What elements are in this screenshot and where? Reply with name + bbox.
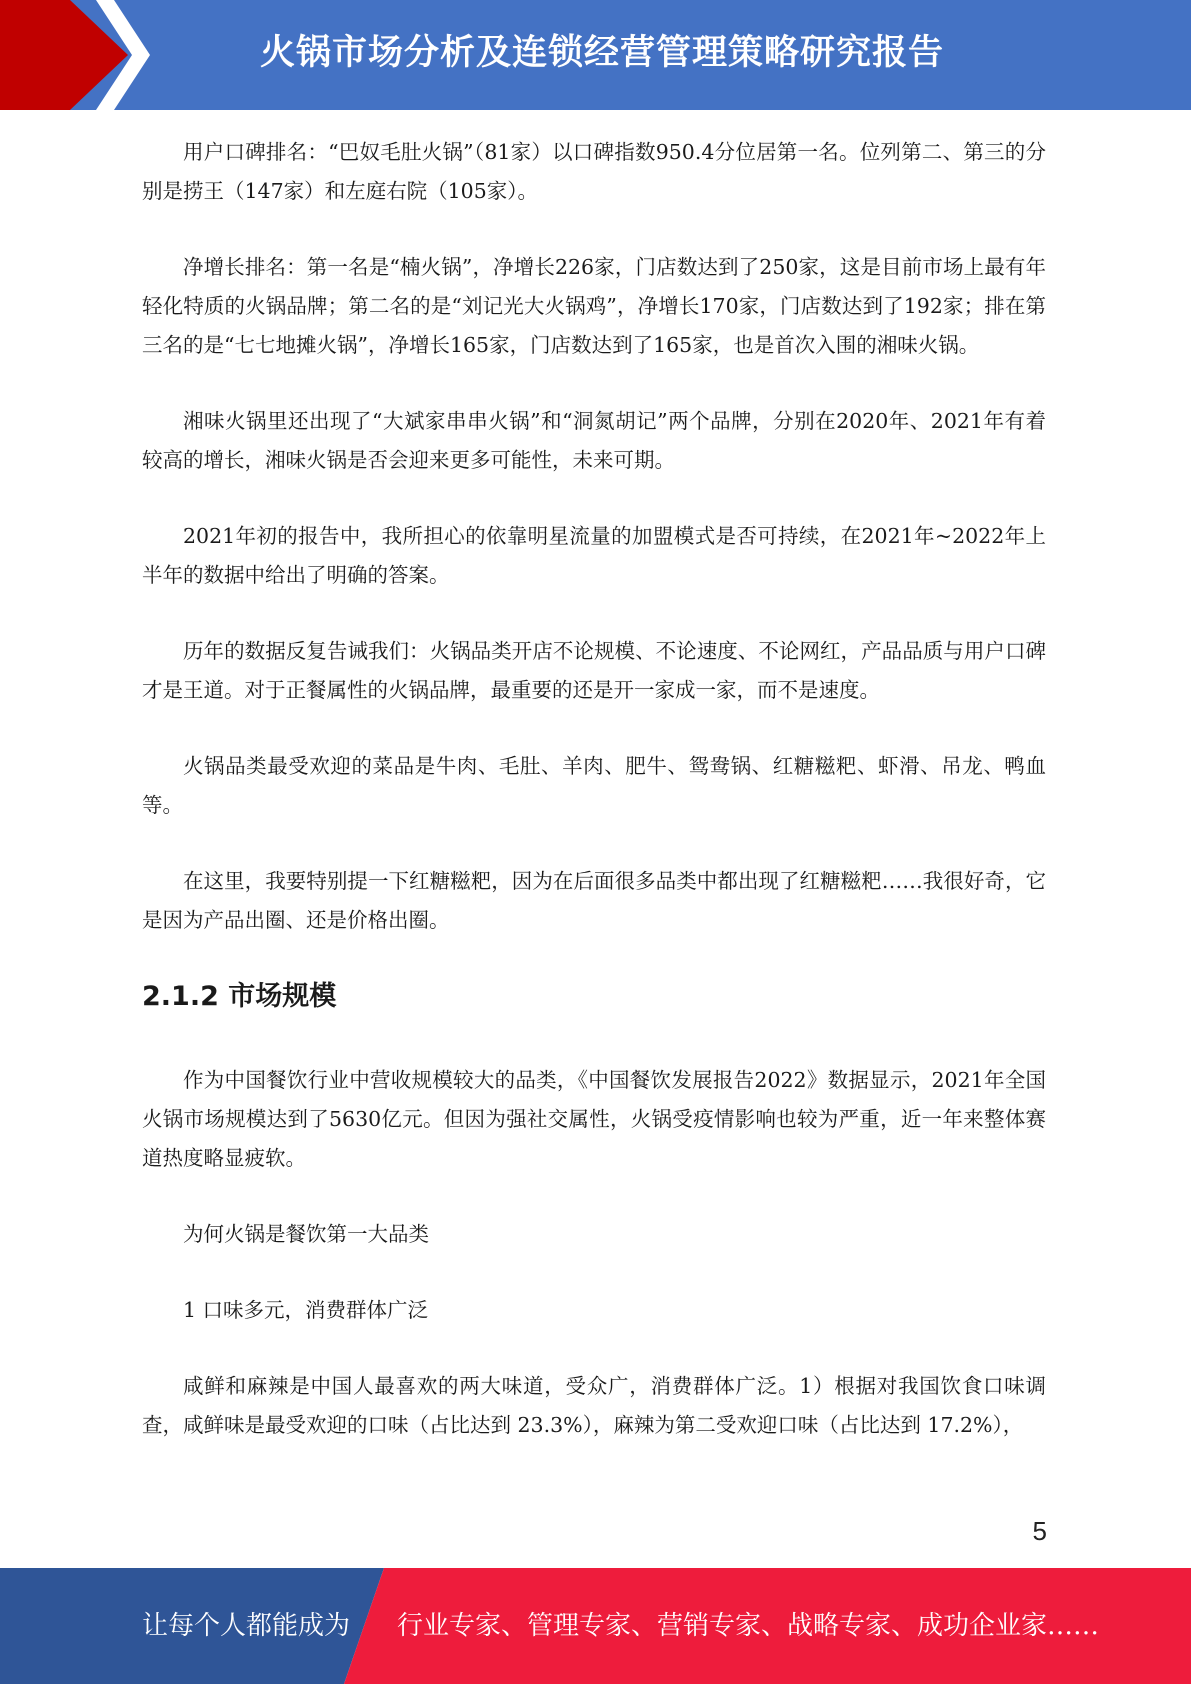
paragraph-franchise-model: 2021年初的报告中，我所担心的依靠明星流量的加盟模式是否可持续，在2021年~2022年上半年的数据中给出了明确的答案。 <box>142 524 1046 587</box>
paragraph-user-rating: 用户口碑排名：“巴奴毛肚火锅”（81家）以口碑指数950.4分位居第一名。位列第二、第三的分别是捞王（147家）和左庭右院（105家）。 <box>142 140 1046 203</box>
paragraph-quality-reputation: 历年的数据反复告诫我们：火锅品类开店不论规模、不论速度、不论网红，产品品质与用户口碑才是王道。对于正餐属性的火锅品牌，最重要的还是开一家成一家，而不是速度。 <box>142 639 1046 702</box>
paragraph-why-first-category: 为何火锅是餐饮第一大品类 <box>183 1222 429 1246</box>
paragraph-hunan-hotpot: 湘味火锅里还出现了“大斌家串串火锅”和“洞氮胡记”两个品牌，分别在2020年、2021年有着较高的增长，湘味火锅是否会迎来更多可能性，未来可期。 <box>142 409 1046 472</box>
paragraph-taste-diverse: 1 口味多元，消费群体广泛 <box>183 1298 429 1322</box>
paragraph-taste-survey: 咸鲜和麻辣是中国人最喜欢的两大味道，受众广，消费群体广泛。1）根据对我国饮食口味调查，咸鲜味是最受欢迎的口味（占比达到 23.3%），麻辣为第二受欢迎口味（占比达到 17.2%）， <box>142 1374 1046 1437</box>
document-body <box>142 133 1046 1482</box>
page-number: 5 <box>1032 1516 1047 1546</box>
section-heading: 2.1.2 市场规模 <box>142 981 337 1012</box>
footer-slogan-right: 行业专家、管理专家、营销专家、战略专家、成功企业家…… <box>397 1611 1100 1641</box>
paragraph-brown-sugar-cake: 在这里，我要特别提一下红糖糍粑，因为在后面很多品类中都出现了红糖糍粑……我很好奇，它是因为产品出圈、还是价格出圈。 <box>142 869 1046 932</box>
paragraph-popular-dishes: 火锅品类最受欢迎的菜品是牛肉、毛肚、羊肉、肥牛、鸳鸯锅、红糖糍粑、虾滑、吊龙、鸭血等。 <box>142 754 1046 817</box>
report-title: 火锅市场分析及连锁经营管理策略研究报告 <box>260 33 945 73</box>
page-footer <box>0 1568 1191 1684</box>
paragraph-market-size: 作为中国餐饮行业中营收规模较大的品类，《中国餐饮发展报告2022》数据显示，2021年全国火锅市场规模达到了5630亿元。但因为强社交属性，火锅受疫情影响也较为严重，近一年来整体赛道热度略显疲软。 <box>142 1068 1046 1170</box>
page-header <box>0 0 1191 110</box>
paragraph-net-growth: 净增长排名：第一名是“楠火锅”，净增长226家，门店数达到了250家，这是目前市场上最有年轻化特质的火锅品牌；第二名的是“刘记光大火锅鸡”，净增长170家，门店数达到了192家；排在第三名的是“七七地摊火锅”，净增长165家，门店数达到了165家，也是首次入围的湘味火锅。 <box>142 255 1046 357</box>
footer-slogan-left: 让每个人都能成为 <box>142 1611 351 1641</box>
